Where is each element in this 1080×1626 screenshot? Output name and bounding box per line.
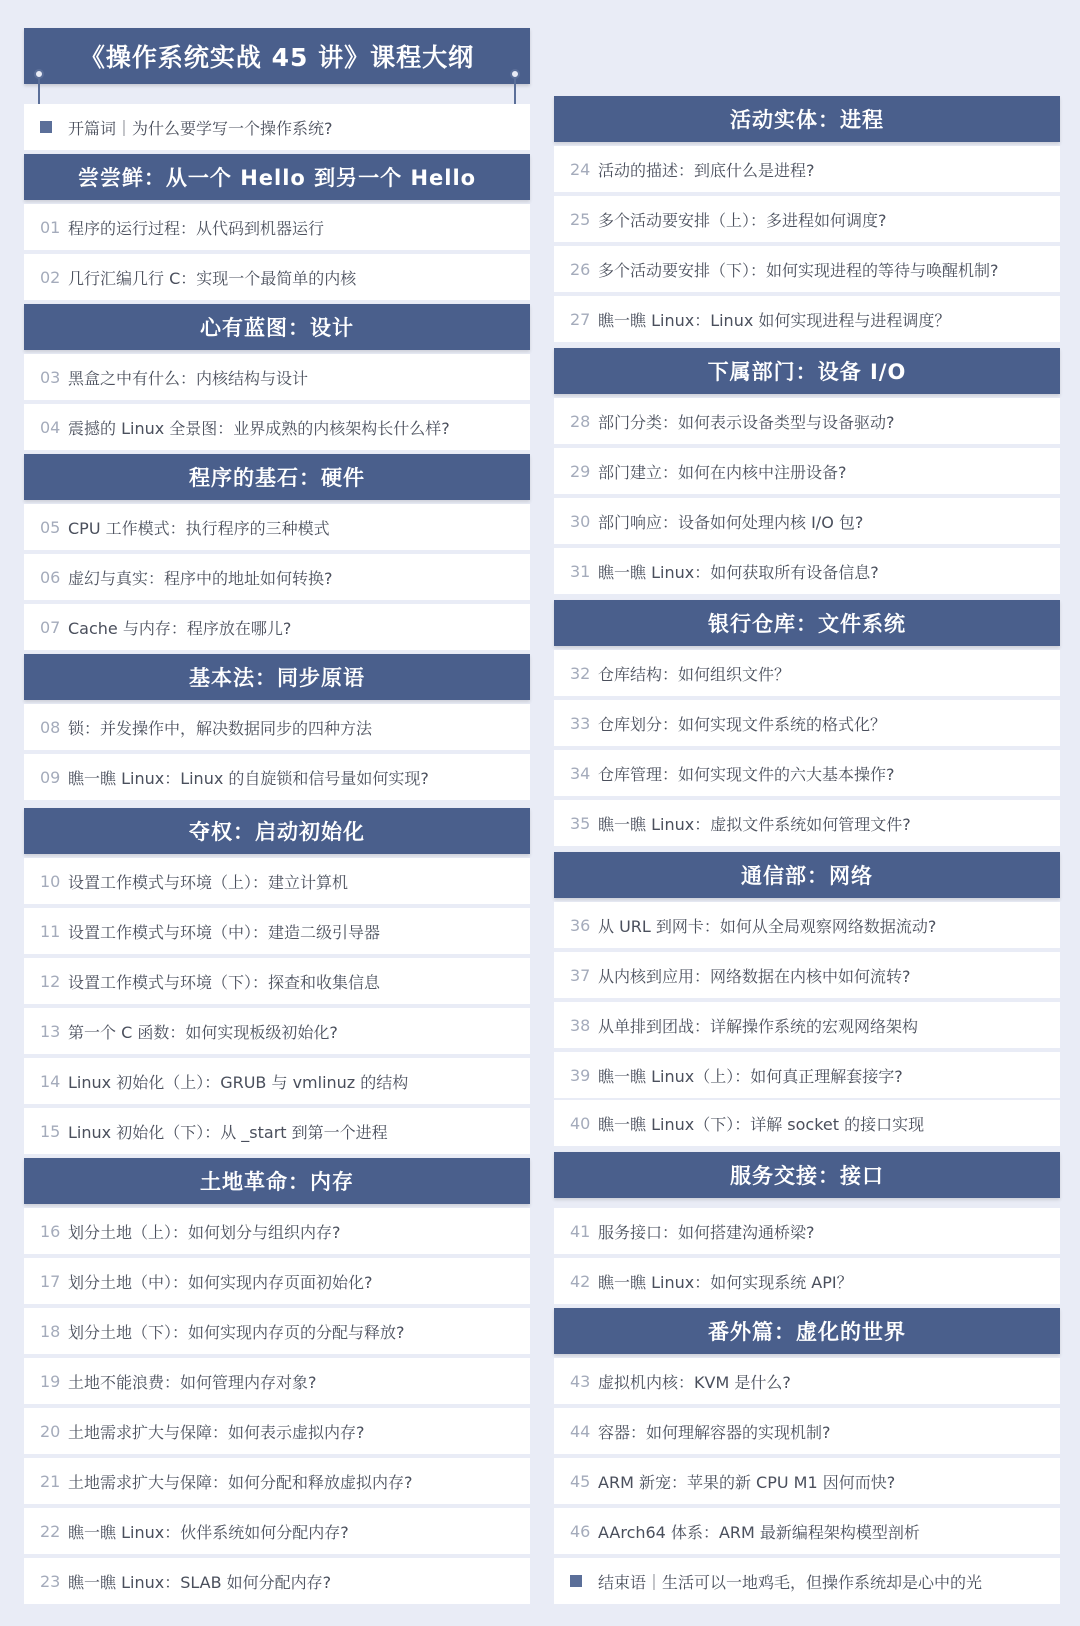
- section-header-design: 心有蓝图：设计: [24, 304, 530, 350]
- lesson-row[interactable]: [554, 1358, 1060, 1404]
- lesson-row[interactable]: [554, 498, 1060, 544]
- lesson-title: 瞧一瞧 Linux：SLAB 如何分配内存?: [68, 1572, 332, 1592]
- lesson-title: 瞧一瞧 Linux：如何实现系统 API？: [598, 1272, 853, 1292]
- lesson-title: AArch64 体系：ARM 最新编程架构模型剖析: [598, 1522, 920, 1542]
- lesson-number: 43: [570, 1371, 591, 1391]
- lesson-row[interactable]: [24, 204, 530, 250]
- lesson-number: 32: [570, 663, 591, 683]
- lesson-row[interactable]: [24, 1208, 530, 1254]
- lesson-row[interactable]: [554, 750, 1060, 796]
- section-header-interface: 服务交接：接口: [554, 1152, 1060, 1198]
- lesson-number: 09: [40, 767, 61, 787]
- lesson-row[interactable]: [554, 196, 1060, 242]
- lesson-row[interactable]: [24, 1408, 530, 1454]
- lesson-number: 34: [570, 763, 591, 783]
- lesson-title: 划分土地（下）：如何实现内存页的分配与释放?: [68, 1322, 405, 1342]
- lesson-number: 13: [40, 1021, 61, 1041]
- outro-text: 结束语｜生活可以一地鸡毛，但操作系统却是心中的光: [598, 1572, 983, 1592]
- lesson-title: 部门建立：如何在内核中注册设备?: [598, 462, 847, 482]
- lesson-number: 22: [40, 1521, 61, 1541]
- lesson-number: 08: [40, 717, 61, 737]
- lesson-title: 部门分类：如何表示设备类型与设备驱动?: [598, 412, 895, 432]
- lesson-title: 瞧一瞧 Linux（上）：如何真正理解套接字?: [598, 1066, 903, 1086]
- lesson-number: 42: [570, 1271, 591, 1291]
- page-title: 《操作系统实战 45 讲》课程大纲: [24, 28, 530, 84]
- section-header-virtualization: 番外篇：虚化的世界: [554, 1308, 1060, 1354]
- lesson-number: 41: [570, 1221, 591, 1241]
- lesson-row[interactable]: [24, 1008, 530, 1054]
- lesson-title: 虚幻与真实：程序中的地址如何转换?: [68, 568, 333, 588]
- lesson-row[interactable]: [24, 1358, 530, 1404]
- lesson-title: 仓库管理：如何实现文件的六大基本操作?: [598, 764, 895, 784]
- lesson-number: 10: [40, 871, 61, 891]
- lesson-number: 19: [40, 1371, 61, 1391]
- lesson-number: 23: [40, 1571, 61, 1591]
- lesson-number: 15: [40, 1121, 61, 1141]
- lesson-row[interactable]: [554, 1258, 1060, 1304]
- lesson-title: 黑盒之中有什么：内核结构与设计: [68, 368, 309, 388]
- lesson-title: 多个活动要安排（下）：如何实现进程的等待与唤醒机制?: [598, 260, 999, 280]
- lesson-title: 土地需求扩大与保障：如何表示虚拟内存?: [68, 1422, 365, 1442]
- lesson-row[interactable]: [554, 548, 1060, 594]
- lesson-title: 设置工作模式与环境（中）：建造二级引导器: [68, 922, 381, 942]
- lesson-number: 07: [40, 617, 61, 637]
- lesson-number: 38: [570, 1015, 591, 1035]
- lesson-row[interactable]: [554, 296, 1060, 342]
- lesson-title: Cache 与内存：程序放在哪儿?: [68, 618, 292, 638]
- lesson-title: 划分土地（上）：如何划分与组织内存?: [68, 1222, 341, 1242]
- lesson-title: 设置工作模式与环境（上）：建立计算机: [68, 872, 349, 892]
- lesson-row[interactable]: [554, 1458, 1060, 1504]
- lesson-number: 24: [570, 159, 591, 179]
- lesson-number: 28: [570, 411, 591, 431]
- lesson-row[interactable]: [554, 146, 1060, 192]
- lesson-number: 27: [570, 309, 591, 329]
- lesson-title: 第一个 C 函数：如何实现板级初始化?: [68, 1022, 338, 1042]
- lesson-title: 瞧一瞧 Linux：Linux 如何实现进程与进程调度？: [598, 310, 951, 330]
- lesson-row[interactable]: [554, 448, 1060, 494]
- section-header-network: 通信部：网络: [554, 852, 1060, 898]
- lesson-row[interactable]: [24, 1558, 530, 1604]
- lesson-row[interactable]: [24, 958, 530, 1004]
- lesson-number: 11: [40, 921, 61, 941]
- lesson-row[interactable]: [24, 754, 530, 800]
- lesson-number: 25: [570, 209, 591, 229]
- lesson-title: Linux 初始化（下）：从 _start 到第一个进程: [68, 1122, 388, 1142]
- section-header-process: 活动实体：进程: [554, 96, 1060, 142]
- lesson-row[interactable]: [24, 554, 530, 600]
- square-bullet-icon: [570, 1575, 582, 1587]
- lesson-title: 土地需求扩大与保障：如何分配和释放虚拟内存?: [68, 1472, 413, 1492]
- lesson-title: 土地不能浪费：如何管理内存对象?: [68, 1372, 317, 1392]
- lesson-title: CPU 工作模式：执行程序的三种模式: [68, 518, 330, 538]
- lesson-title: ARM 新宠：苹果的新 CPU M1 因何而快?: [598, 1472, 896, 1492]
- section-header-filesystem: 银行仓库：文件系统: [554, 600, 1060, 646]
- lesson-row[interactable]: [554, 1508, 1060, 1554]
- lesson-row[interactable]: [554, 1002, 1060, 1048]
- lesson-number: 39: [570, 1065, 591, 1085]
- intro-row[interactable]: [24, 104, 530, 150]
- lesson-row[interactable]: [24, 504, 530, 550]
- lesson-number: 12: [40, 971, 61, 991]
- lesson-number: 35: [570, 813, 591, 833]
- lesson-number: 16: [40, 1221, 61, 1241]
- lesson-number: 37: [570, 965, 591, 985]
- lesson-number: 26: [570, 259, 591, 279]
- lesson-row[interactable]: [554, 246, 1060, 292]
- outro-row[interactable]: [554, 1558, 1060, 1604]
- lesson-row[interactable]: [24, 858, 530, 904]
- lesson-title: 程序的运行过程：从代码到机器运行: [68, 218, 325, 238]
- lesson-number: 06: [40, 567, 61, 587]
- lesson-title: 瞧一瞧 Linux：Linux 的自旋锁和信号量如何实现?: [68, 768, 429, 788]
- lesson-row[interactable]: [24, 604, 530, 650]
- lesson-row[interactable]: [554, 1408, 1060, 1454]
- lesson-number: 46: [570, 1521, 591, 1541]
- intro-text: 开篇词｜为什么要学写一个操作系统?: [68, 118, 333, 138]
- lesson-number: 33: [570, 713, 591, 733]
- lesson-number: 04: [40, 417, 61, 437]
- lesson-row[interactable]: [554, 1208, 1060, 1254]
- lesson-title: 瞧一瞧 Linux：虚拟文件系统如何管理文件?: [598, 814, 911, 834]
- lesson-number: 20: [40, 1421, 61, 1441]
- lesson-number: 05: [40, 517, 61, 537]
- section-header-memory: 土地革命：内存: [24, 1158, 530, 1204]
- lesson-number: 17: [40, 1271, 61, 1291]
- lesson-row[interactable]: [24, 1308, 530, 1354]
- section-header-hardware: 程序的基石：硬件: [24, 454, 530, 500]
- lesson-title: 从 URL 到网卡：如何从全局观察网络数据流动?: [598, 916, 937, 936]
- lesson-row[interactable]: [554, 1100, 1060, 1146]
- lesson-row[interactable]: [554, 902, 1060, 948]
- lesson-row[interactable]: [24, 1458, 530, 1504]
- lesson-title: 部门响应：设备如何处理内核 I/O 包?: [598, 512, 864, 532]
- square-bullet-icon: [40, 121, 52, 133]
- lesson-title: 瞧一瞧 Linux：伙伴系统如何分配内存?: [68, 1522, 349, 1542]
- lesson-title: 划分土地（中）：如何实现内存页面初始化?: [68, 1272, 373, 1292]
- lesson-row[interactable]: [554, 800, 1060, 846]
- lesson-title: 几行汇编几行 C：实现一个最简单的内核: [68, 268, 357, 288]
- lesson-title: 瞧一瞧 Linux（下）：详解 socket 的接口实现: [598, 1114, 925, 1134]
- lesson-number: 29: [570, 461, 591, 481]
- lesson-row[interactable]: [24, 1108, 530, 1154]
- lesson-title: 瞧一瞧 Linux：如何获取所有设备信息?: [598, 562, 879, 582]
- lesson-row[interactable]: [24, 1058, 530, 1104]
- lesson-title: Linux 初始化（上）：GRUB 与 vmlinuz 的结构: [68, 1072, 409, 1092]
- lesson-row[interactable]: [554, 952, 1060, 998]
- section-header-device-io: 下属部门：设备 I/O: [554, 348, 1060, 394]
- lesson-title: 服务接口：如何搭建沟通桥梁?: [598, 1222, 815, 1242]
- lesson-row[interactable]: [554, 650, 1060, 696]
- lesson-row[interactable]: [24, 908, 530, 954]
- lesson-title: 多个活动要安排（上）：多进程如何调度?: [598, 210, 887, 230]
- lesson-title: 仓库结构：如何组织文件？: [598, 664, 791, 684]
- lesson-number: 14: [40, 1071, 61, 1091]
- lesson-number: 01: [40, 217, 61, 237]
- lesson-number: 21: [40, 1471, 61, 1491]
- section-header-sync: 基本法：同步原语: [24, 654, 530, 700]
- lesson-title: 锁：并发操作中，解决数据同步的四种方法: [68, 718, 373, 738]
- lesson-row[interactable]: [554, 398, 1060, 444]
- lesson-number: 40: [570, 1113, 591, 1133]
- lesson-title: 从内核到应用：网络数据在内核中如何流转?: [598, 966, 911, 986]
- lesson-number: 18: [40, 1321, 61, 1341]
- lesson-row[interactable]: [24, 1508, 530, 1554]
- lesson-title: 仓库划分：如何实现文件系统的格式化？: [598, 714, 887, 734]
- lesson-title: 设置工作模式与环境（下）：探查和收集信息: [68, 972, 381, 992]
- lesson-row[interactable]: [24, 254, 530, 300]
- lesson-title: 虚拟机内核：KVM 是什么?: [598, 1372, 791, 1392]
- lesson-row[interactable]: [24, 354, 530, 400]
- lesson-title: 活动的描述：到底什么是进程?: [598, 160, 815, 180]
- lesson-number: 31: [570, 561, 591, 581]
- section-header-hello: 尝尝鲜：从一个 Hello 到另一个 Hello: [24, 154, 530, 200]
- lesson-row[interactable]: [24, 404, 530, 450]
- lesson-number: 02: [40, 267, 61, 287]
- lesson-title: 容器：如何理解容器的实现机制?: [598, 1422, 831, 1442]
- lesson-row[interactable]: [554, 700, 1060, 746]
- lesson-row[interactable]: [24, 1258, 530, 1304]
- lesson-number: 03: [40, 367, 61, 387]
- lesson-number: 36: [570, 915, 591, 935]
- section-header-boot: 夺权：启动初始化: [24, 808, 530, 854]
- lesson-title: 震撼的 Linux 全景图：业界成熟的内核架构长什么样?: [68, 418, 450, 438]
- lesson-row[interactable]: [24, 704, 530, 750]
- lesson-number: 44: [570, 1421, 591, 1441]
- lesson-number: 30: [570, 511, 591, 531]
- lesson-title: 从单排到团战：详解操作系统的宏观网络架构: [598, 1016, 919, 1036]
- lesson-row[interactable]: [554, 1052, 1060, 1098]
- lesson-number: 45: [570, 1471, 591, 1491]
